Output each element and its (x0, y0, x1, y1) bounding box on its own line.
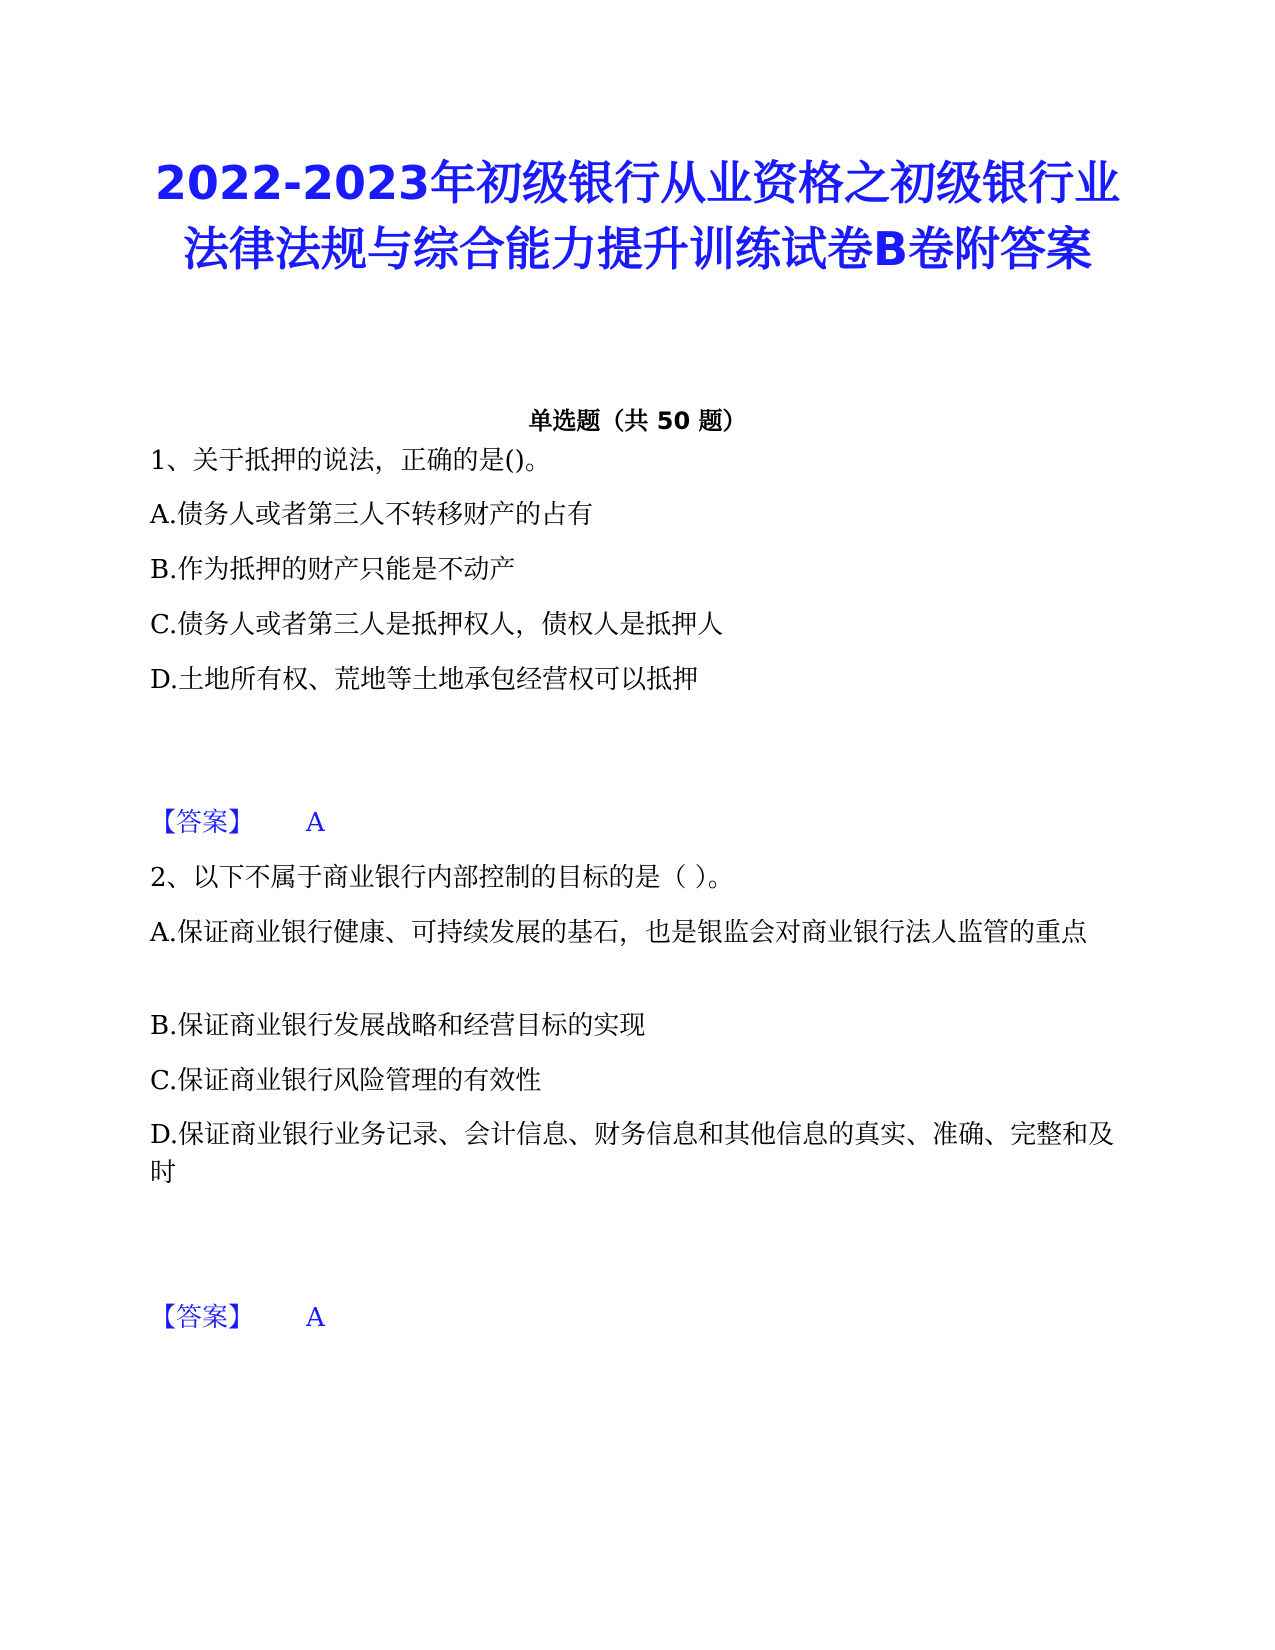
option-a: A.债务人或者第三人不转移财产的占有 (150, 500, 594, 530)
section-heading: 单选题（共 50 题） (528, 407, 747, 435)
option-a: A.保证商业银行健康、可持续发展的基石，也是银监会对商业银行法人监管的重点 (150, 918, 1088, 948)
option-d: D.土地所有权、荒地等土地承包经营权可以抵押 (150, 665, 699, 695)
option-d: D.保证商业银行业务记录、会计信息、财务信息和其他信息的真实、准确、完整和及时 (150, 1120, 1115, 1188)
answer-line (150, 804, 325, 842)
answer-label: 【答案】 (150, 1303, 255, 1333)
option-c: C.债务人或者第三人是抵押权人，债权人是抵押人 (150, 610, 724, 640)
document-title: 2022-2023年初级银行从业资格之初级银行业法律法规与综合能力提升训练试卷B卷附答案 (154, 156, 1121, 276)
answer-label: 【答案】 (150, 808, 255, 838)
answer-value: A (306, 1303, 325, 1333)
option-c: C.保证商业银行风险管理的有效性 (150, 1066, 542, 1096)
answer-line (150, 1299, 325, 1337)
answer-value: A (306, 808, 325, 838)
option-b: B.作为抵押的财产只能是不动产 (150, 555, 516, 585)
question-stem: 1、关于抵押的说法，正确的是()。 (150, 446, 551, 476)
option-b: B.保证商业银行发展战略和经营目标的实现 (150, 1011, 646, 1041)
question-stem: 2、以下不属于商业银行内部控制的目标的是（ ）。 (150, 863, 734, 893)
